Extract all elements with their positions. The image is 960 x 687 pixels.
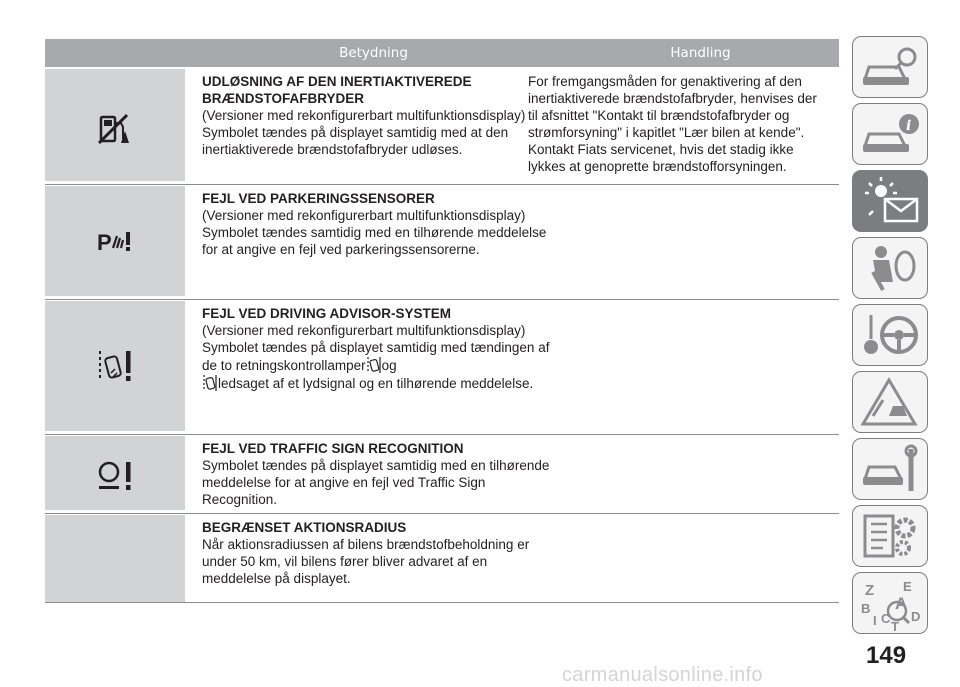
row-text: (Versioner med rekonfigurerbart multifunktionsdisplay) <box>202 323 526 338</box>
icon-cell <box>45 301 185 431</box>
chapter-tab[interactable] <box>852 505 928 567</box>
row-text: Symbolet tændes samtidig med en tilhørende meddelelse for at angive en fejl ved parkeringssensorerne. <box>202 225 547 257</box>
warning-triangle-car-icon <box>859 376 923 430</box>
row-divider <box>45 299 839 300</box>
chapter-tab[interactable] <box>852 103 928 165</box>
specifications-gear-icon <box>859 510 923 564</box>
lane-departure-icon <box>366 356 382 374</box>
index-letter: Z <box>865 582 875 599</box>
airbag-person-icon <box>859 242 923 296</box>
index-letter: A <box>895 594 908 613</box>
row-text: Symbolet tændes på displayet samtidig med at den inertiaktiverede brændstofafbryder udløses. <box>202 125 509 157</box>
icon-cell <box>45 186 185 296</box>
row-text: (Versioner med rekonfigurerbart multifunktionsdisplay) <box>202 208 526 223</box>
parking-sensor-fault-icon <box>95 222 135 262</box>
warning-light-message-icon <box>859 175 923 229</box>
car-wrench-icon <box>859 443 923 497</box>
row-text: Når aktionsradiussen af bilens brændstofbeholdning er under 50 km, vil bilens fører bliver advaret af en meddelelse på displayet. <box>202 537 530 586</box>
index-letter: B <box>861 601 871 616</box>
chapter-tab[interactable] <box>852 438 928 500</box>
chapter-tab[interactable] <box>852 237 928 299</box>
car-info-icon <box>859 108 923 162</box>
row-description <box>202 305 552 392</box>
driving-advisor-fault-icon <box>95 345 135 385</box>
row-text-part: og <box>381 358 397 373</box>
row-text-part: Symbolet tændes på displayet samtidig med tændingen af de to retningskontrollamper <box>202 340 550 373</box>
index-letter: T <box>891 619 899 631</box>
row-description <box>202 190 552 258</box>
table-header <box>45 39 839 67</box>
chapter-tab[interactable] <box>852 304 928 366</box>
chapter-tab[interactable] <box>852 572 928 634</box>
chapter-tab-active[interactable] <box>852 170 928 232</box>
chapter-tab[interactable] <box>852 371 928 433</box>
row-divider <box>45 184 839 185</box>
row-description <box>202 519 552 587</box>
car-search-icon <box>859 41 923 95</box>
row-text: Symbolet tændes på displayet samtidig med en tilhørende meddelelse for at angive en fejl ved Traffic Sign Recognition. <box>202 458 550 507</box>
index-letter: C <box>881 611 891 626</box>
row-title: BEGRÆNSET AKTIONSRADIUS <box>202 520 407 535</box>
index-letter: I <box>873 613 877 628</box>
row-title: UDLØSNING AF DEN INERTIAKTIVEREDE BRÆNDSTOFAFBRYDER <box>202 74 472 106</box>
row-description <box>202 73 552 158</box>
header-action: Handling <box>670 45 731 61</box>
row-text <box>202 339 552 392</box>
header-meaning: Betydning <box>339 45 408 61</box>
table-row <box>45 301 839 431</box>
index-letter: E <box>903 579 912 594</box>
steering-wheel-key-icon <box>859 309 923 363</box>
svg-text:P: P <box>97 230 112 255</box>
lane-departure-icon <box>202 374 218 392</box>
watermark: carmanualsonline.info <box>562 664 763 686</box>
row-text-part: ledsaget af et lydsignal og en tilhørende meddelelse. <box>218 376 534 391</box>
page-number: 149 <box>866 642 907 669</box>
row-divider <box>45 434 839 435</box>
row-divider <box>45 513 839 514</box>
table-row <box>45 186 839 296</box>
svg-text:i: i <box>906 118 912 134</box>
fuel-cutoff-warning-icon <box>95 109 135 149</box>
table-row <box>45 436 839 510</box>
index-letter: D <box>911 609 921 624</box>
row-text: (Versioner med rekonfigurerbart multifunktionsdisplay) <box>202 108 526 123</box>
alphabet-index-icon <box>859 577 923 631</box>
icon-cell <box>45 69 185 181</box>
table-row <box>45 69 839 181</box>
traffic-sign-recognition-fault-icon <box>95 456 135 496</box>
header-icon-cell <box>45 39 185 67</box>
icon-cell <box>45 436 185 510</box>
row-description <box>202 440 552 508</box>
row-action: For fremgangsmåden for genaktivering af den inertiaktiverede brændstofafbryder, henvises der til afsnittet "Kontakt til brændstofafbryder og strømforsyning" i kapitlet "Lær bilen at kende". Kontakt Fiats servicenet, hvis det stadig ikke lykkes at genoprette brændstofforsyningen. <box>528 74 817 174</box>
icon-cell <box>45 515 185 602</box>
row-title: FEJL VED TRAFFIC SIGN RECOGNITION <box>202 441 464 456</box>
row-divider <box>45 602 839 603</box>
row-title: FEJL VED PARKERINGSSENSORER <box>202 191 435 206</box>
chapter-tab[interactable] <box>852 36 928 98</box>
table-row <box>45 515 839 602</box>
row-title: FEJL VED DRIVING ADVISOR-SYSTEM <box>202 306 452 321</box>
